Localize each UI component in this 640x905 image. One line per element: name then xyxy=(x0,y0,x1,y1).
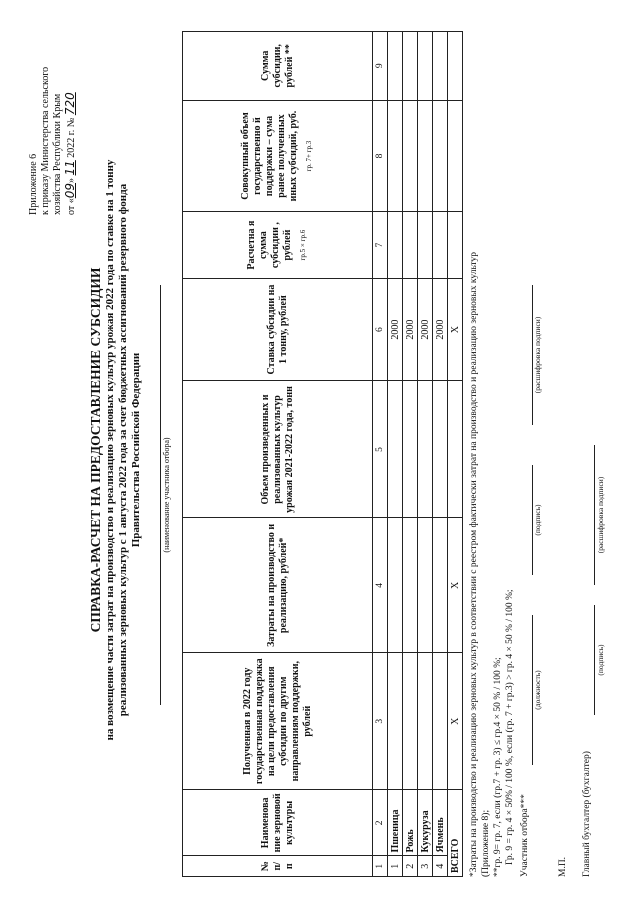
table-row: 1 Пшеница 2000 xyxy=(388,32,403,877)
caption-accountant-decode: (расшифровка подписи) xyxy=(596,476,605,554)
date-month-handwritten: 11 xyxy=(63,160,77,176)
header-received-support: Полученная в 2022 году государственная поддержка на цели предоставления субсидии по другим направлениям поддержки, рублей xyxy=(183,653,373,790)
appendix-line1: Приложение 6 xyxy=(28,153,39,215)
table-row: 4 Ячмень 2000 xyxy=(433,32,448,877)
footnotes xyxy=(468,27,516,877)
header-rate: Ставка субсидии на 1 тонну, рублей xyxy=(183,278,373,381)
participant-label: Участник отбора*** xyxy=(520,794,530,877)
header-row xyxy=(183,32,373,877)
title-sub3: Правительства Российской Федерации xyxy=(130,352,142,548)
accountant-sign-line[interactable] xyxy=(594,605,595,715)
title-main: СПРАВКА-РАСЧЕТ НА ПРЕДОСТАВЛЕНИЕ СУБСИДИИ xyxy=(88,267,103,633)
appendix-date: от «09» 11 2022 г. № 720 xyxy=(63,92,77,215)
total-row: ВСЕГО X X X xyxy=(448,32,463,877)
document-title xyxy=(88,65,143,835)
appendix-block xyxy=(28,25,78,215)
appendix-line3: хозяйства Республики Крым xyxy=(52,93,63,215)
order-number-handwritten: 720 xyxy=(63,92,77,116)
stamp-label: М.П. xyxy=(558,856,568,877)
date-day-handwritten: 09 xyxy=(63,182,77,199)
title-sub2: реализованных зерновых культур с 1 августа 2022 года за счет бюджетных ассигнований резервного фонда xyxy=(117,183,129,717)
caption-accountant-sign: (подпись) xyxy=(596,644,605,676)
header-volume: Объем произведенных и реализованных культур урожая 2021-2022 года, тонн xyxy=(183,381,373,518)
header-subsidy-sum: Сумма субсидии, рублей ** xyxy=(183,32,373,101)
appendix-line2: к приказу Министерства сельского xyxy=(40,66,51,215)
index-row: 1 2 3 4 5 6 7 8 9 xyxy=(373,32,388,877)
title-sub1: на возмещение части затрат на производство и реализацию зерновых культур урожая 2022 года по ставке на 1 тонну xyxy=(104,159,116,741)
header-calculated-sum: Расчетна я сумма субсидии , рублей гр.5 × гр.6 xyxy=(183,212,373,278)
header-num: № п/п xyxy=(183,856,373,877)
header-costs: Затраты на производство и реализацию, рублей* xyxy=(183,518,373,653)
header-crop: Наименова ние зерновой культуры xyxy=(183,790,373,856)
note-costs-cont: (Приложение 8); xyxy=(481,809,491,877)
caption-position: (должность) xyxy=(533,670,542,710)
table-row: 2 Рожь 2000 xyxy=(403,32,418,877)
accountant-decode-line[interactable] xyxy=(594,445,595,585)
caption-sign: (подпись) xyxy=(533,504,542,536)
note-formula-1: **гр. 9= гр. 7, если (гр.7 + гр. 3) ≤ гр.4 × 50 % / 100 %; xyxy=(493,657,503,877)
subsidy-table xyxy=(182,31,463,877)
caption-decode: (расшифровка подписи) xyxy=(533,316,542,394)
header-total-support: Совокупный объем государственно й поддержки – сума ранее полученных иных субсидий, руб. гр. 7+ гр.3 xyxy=(183,100,373,212)
table-row: 3 Кукуруза 2000 xyxy=(418,32,433,877)
note-costs: *Затраты на производство и реализацию зерновых культур в соответствии с реестром фактически затрат на производство и реализацию зерновых культур xyxy=(469,252,479,877)
accountant-label: Главный бухгалтер (бухгалтер) xyxy=(582,751,592,877)
note-formula-2: Гр. 9 = гр. 4 × 50% / 100 %, если (гр. 7 + гр.3) > гр. 4 × 50 % / 100 %; xyxy=(505,589,515,865)
participant-caption: (наименование участника отбора) xyxy=(160,285,171,705)
